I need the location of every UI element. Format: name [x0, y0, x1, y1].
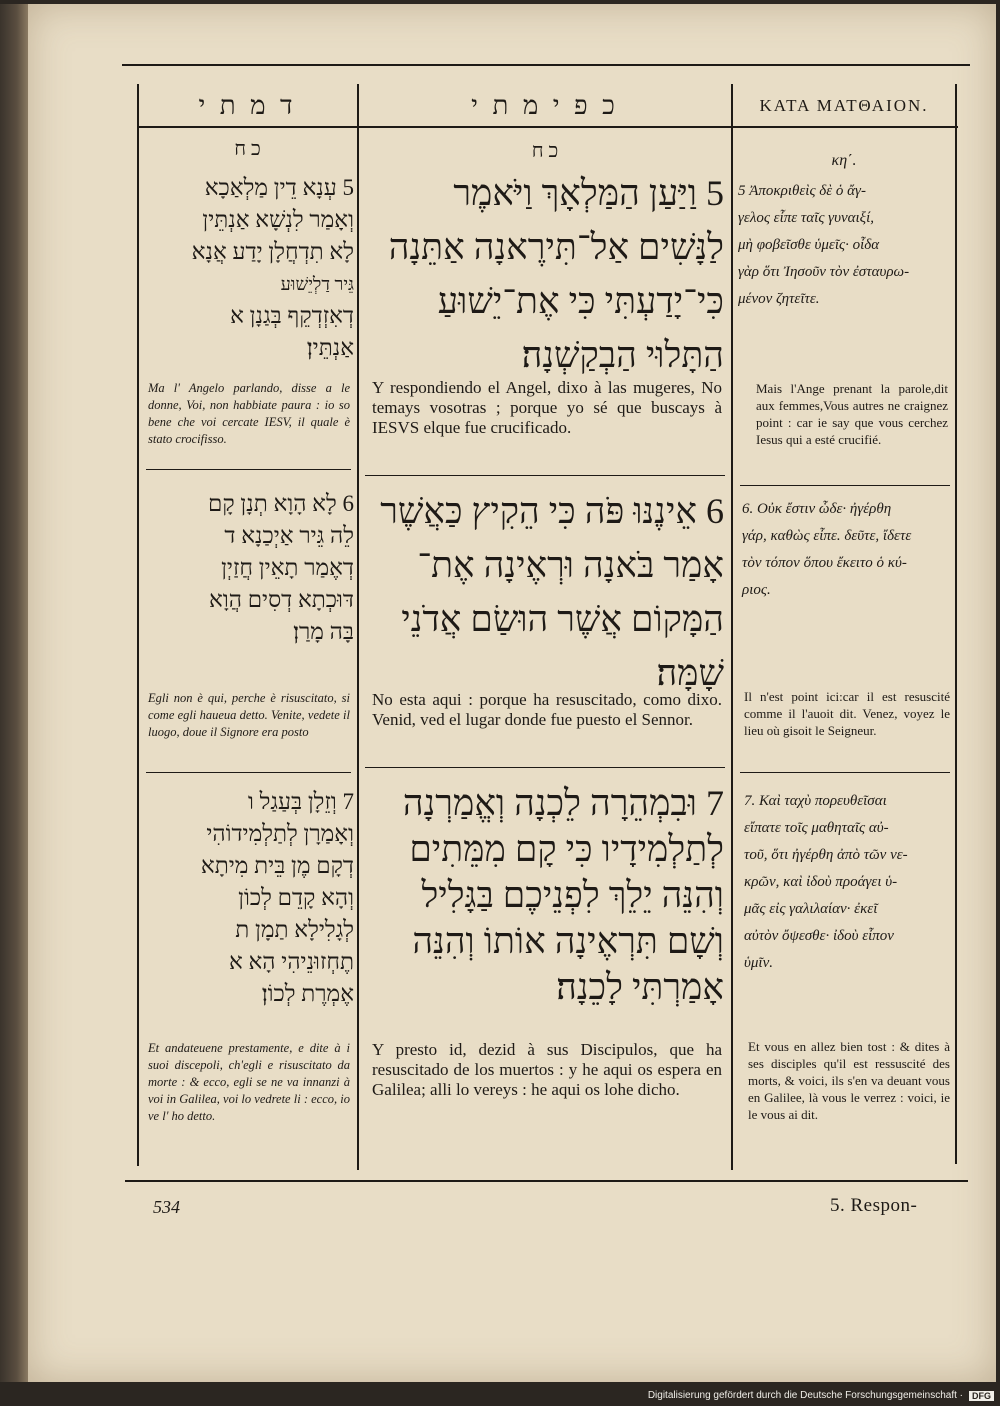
verse-line: הַמָּקוֹם אֲשֶׁר הוּשַׂם אֲדֹנֵי [401, 599, 724, 639]
greek-verse-5 [738, 178, 952, 313]
verse-line: גֵּיר דַלְיֵשׁוּע [280, 274, 354, 294]
verse-line: 7 וְזֵלָן בְּעַגַל ו [247, 789, 354, 814]
french-verse-5: Mais l'Ange prenant la parole,dit aux femmes,Vous autres ne craignez point : car ie say que vous cerchez Iesus qui a esté crucifié. [756, 381, 948, 447]
verse-line: 6 לָא הָוָא תְנָן קָם [207, 491, 354, 516]
hebrew-column-header: כ פ י מ ת י [471, 91, 619, 120]
verse-line: לְגָלִילָא תַמָן ת [235, 917, 354, 942]
column-divider-2 [731, 84, 733, 1170]
spanish-verse-5: Y respondiendo el Angel, dixo à las mugeres, No temays vosotras ; porque yo sé que buscays à IESVS elque fue crucificado. [372, 378, 722, 437]
hebrew-verse-5 [364, 166, 724, 382]
verse-line: τοῦ, ὅτι ἠγέρθη ἀπὸ τῶν νε- [744, 847, 908, 863]
separator-a1 [146, 469, 351, 470]
verse-line: לְתַלְמִידָיו כִּי קָם מִמֵּתִים [409, 829, 724, 869]
header-underline [138, 126, 958, 128]
verse-line: הַתָּלוּי הַבְקַשְׁנָה׃ [521, 335, 724, 375]
verse-line: וְאָמַר לִנְשָׁא אַנְתֵּין [202, 207, 354, 232]
aramaic-verse-5 [146, 172, 354, 364]
verse-line: דְאֶמַר תָאֵין חֲזַיְן [221, 555, 354, 580]
verse-line: תֶחְזוּנֵיהִי הָא א [228, 949, 354, 974]
separator-a2 [146, 772, 351, 773]
spanish-verse-7: Y presto id, dezid à sus Discipulos, que ha resuscitado de los muertos : y he aqui os espera en Galilea; alli lo vereys : he aqui os lohe dicho. [372, 1040, 722, 1099]
verse-line: דְאִזְדְקֵף בְּגַנָן א [230, 303, 354, 328]
right-border [955, 84, 957, 1164]
verse-line: בָּה מָרַן׃ [293, 619, 354, 644]
verse-line: τὸν τόπον ὅπου ἔκειτο ὁ κύ- [742, 555, 907, 571]
italian-verse-5: Ma l' Angelo parlando, disse a le donne, Voi, non habbiate paura : io so bene che voi cercate IESV, il quale è stato crocifisso. [148, 381, 350, 446]
column-divider-1 [357, 84, 359, 1170]
verse-line: אָמַרְתִּי לָכֵנָה׃ [556, 967, 724, 1007]
verse-line: μᾶς εἰς γαλιλαίαν· ἐκεῖ [744, 901, 878, 917]
verse-line: ὑμῖν. [744, 955, 773, 971]
aramaic-chapter-number: כ ח [234, 138, 261, 160]
verse-line: κρῶν, καὶ ἰδοὺ προάγει ὑ- [744, 874, 898, 890]
verse-line: 6. Οὐκ ἔστιν ὧδε· ἠγέρθη [742, 501, 892, 517]
verse-line: ριος. [742, 582, 771, 598]
separator-h1 [365, 475, 725, 476]
left-border [137, 84, 139, 1166]
verse-line: 5 Ἀποκριθεὶς δὲ ὁ ἄγ- [738, 183, 866, 199]
verse-line: לָא תִדְחֲלָן יָדַע אֲנָא [191, 239, 354, 264]
greek-verse-6 [742, 496, 952, 604]
separator-g1 [740, 485, 950, 486]
verse-line: כִּי־יָדַעְתִּי כִּי אֶת־יֵשׁוּעַ [437, 281, 724, 321]
catchword: 5. Respon- [830, 1195, 918, 1216]
verse-line: εἴπατε τοῖς μαθηταῖς αὐ- [744, 820, 889, 836]
verse-line: μένον ζητεῖτε. [738, 291, 820, 307]
verse-line: וְשָׁם תִּרְאֶינָה אוֹתוֹ וְהִנֵּה [412, 921, 724, 961]
greek-column-header: ΚΑΤΑ ΜΑΤΘΑΙΟΝ. [759, 96, 929, 115]
verse-line: דּוּכְתָא דְסִים הֲוָא [209, 587, 354, 612]
hebrew-verse-7 [364, 780, 724, 1010]
hebrew-chapter-number: כ ח [531, 140, 559, 162]
verse-line: אֶמְרֶת לְכוֹן׃ [261, 981, 354, 1006]
top-border [122, 64, 970, 66]
verse-line: 5 עְנָא דֵין מַלְאַכָא [204, 175, 354, 200]
aramaic-column-header: ד מ ת י [198, 91, 297, 120]
verse-line: 5 וַיַּעַן הַמַּלְאָךְ וַיֹּאמֶר [453, 173, 724, 213]
verse-line: אַנְתֵּין׃ [306, 335, 354, 360]
verse-line: אָמַר בֹּאנָה וּרְאֶינָה אֶת־ [417, 545, 724, 585]
verse-line: γὰρ ὅτι Ἰησοῦν τὸν ἐσταυρω- [738, 264, 910, 280]
dfg-logo: DFG [969, 1391, 994, 1401]
verse-line: שָׁמָּה׃ [656, 653, 724, 693]
spanish-verse-6: No esta aqui : porque ha resuscitado, como dixo. Venid, ved el lugar donde fue puesto el Sennor. [372, 690, 722, 729]
verse-line: αὐτὸν ὄψεσθε· ἰδοὺ εἶπον [744, 928, 894, 944]
verse-line: 6 אֵינֶנּוּ פֹּה כִּי הֵקִיץ כַּאֲשֶׁר [380, 491, 724, 531]
verse-line: 7. Καὶ ταχὺ πορευθεῖσαι [744, 793, 887, 809]
italian-verse-7: Et andateuene prestamente, e dite à i suoi discepoli, ch'egli e risuscitato da morte : & ecco, egli se ne va innanzi à voi in Galilea, voi lo vedrete li : ecco, io ve l' ho detto. [148, 1041, 350, 1123]
separator-g2 [740, 772, 950, 773]
aramaic-verse-7 [146, 786, 354, 1010]
verse-line: וְהָא קָדֵם לְכוֹן [238, 885, 354, 910]
verse-line: μὴ φοβεῖσθε ὑμεῖς· οἶδα [738, 237, 880, 253]
bottom-border [125, 1180, 968, 1182]
italian-verse-6: Egli non è qui, perche è risuscitato, si come egli haueua detto. Venite, vedete il luogo, doue il Signore era posto [148, 691, 350, 739]
verse-line: γελος εἶπε ταῖς γυναιξί, [738, 210, 874, 226]
aramaic-verse-6 [146, 488, 354, 648]
credit-text: Digitalisierung gefördert durch die Deutsche Forschungsgemeinschaft · [647, 1390, 963, 1401]
verse-line: לֵה גֵּיר אַיְכַנָא ד [224, 523, 354, 548]
verse-line: γάρ, καθὼς εἶπε. δεῦτε, ἴδετε [742, 528, 912, 544]
page-number: 534 [153, 1197, 180, 1217]
french-verse-6: Il n'est point ici:car il est resuscité comme il l'auoit dit. Venez, voyez le lieu où gisoit le Seigneur. [744, 689, 950, 738]
verse-line: 7 וּבִמְהֵרָה לֵכְנָה וְאֱמַרְנָה [402, 783, 724, 823]
verse-line: וְהִנֵּה יֵלֵךְ לִפְנֵיכֶם בַּגָּלִיל [421, 875, 724, 915]
greek-chapter-number: κη΄. [831, 152, 857, 169]
separator-h2 [365, 767, 725, 768]
french-verse-7: Et vous en allez bien tost : & dites à ses disciples qu'il est ressuscité des morts, & voici, ils s'en va deuant vous en Galilee, là vous le verrez : voici, ie le vous ai dit. [748, 1039, 950, 1122]
verse-line: לַנָּשִׁים אַל־תִּירֶאנָה אַתֵּנָה [388, 227, 724, 267]
verse-line: דְקָם מֶן בֵּית מִיתָא [200, 853, 354, 878]
hebrew-verse-6 [364, 484, 724, 700]
digitization-credit [648, 1390, 994, 1401]
book-spine [0, 4, 28, 1382]
greek-verse-7 [744, 788, 952, 977]
verse-line: וְאָמַרָן לְתַלְמִידוֹהִי [206, 821, 354, 846]
